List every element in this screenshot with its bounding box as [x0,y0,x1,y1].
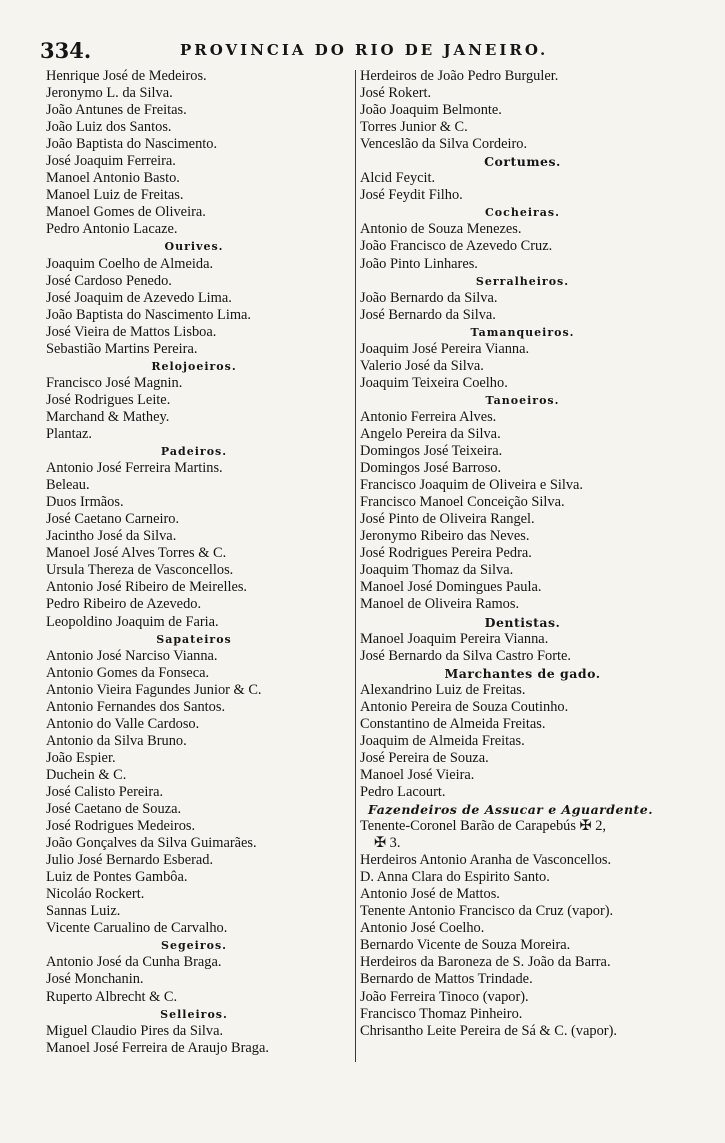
directory-entry: José Rokert. [360,85,432,102]
section-heading: Dentistas. [484,614,561,630]
section-heading: Selleiros. [160,1007,228,1021]
directory-entry: Tenente-Coronel Barão de Carapebús ✠ 2, [360,818,607,835]
directory-entry: Manoel José Domingues Paula. [360,579,542,596]
directory-entry: José Pinto de Oliveira Rangel. [360,511,535,528]
directory-entry: Antonio Pereira de Souza Coutinho. [360,698,569,715]
directory-entry: Antonio José de Mattos. [360,886,500,903]
directory-entry: José Bernardo da Silva. [360,306,496,323]
directory-entry: Francisco José Magnin. [46,374,183,391]
section-heading: Marchantes de gado. [444,665,601,681]
directory-entry: José Joaquim Ferreira. [46,153,176,170]
directory-entry: João Baptista do Nascimento Lima. [46,306,252,323]
directory-entry: Nicoláo Rockert. [46,886,145,903]
directory-entry: Manoel Gomes de Oliveira. [46,204,206,221]
page-header [40,38,680,62]
directory-entry: Venceslão da Silva Cordeiro. [360,136,528,153]
directory-entry: Constantino de Almeida Freitas. [360,715,546,732]
section-heading: Sapateiros [156,632,232,646]
directory-entry: Antonio Ferreira Alves. [360,408,497,425]
directory-entry: Antonio Vieira Fagundes Junior & C. [46,681,262,698]
directory-entry: Vicente Carualino de Carvalho. [46,920,228,937]
directory-entry: José Monchanin. [46,971,144,988]
directory-entry: Jeronymo Ribeiro das Neves. [360,528,530,545]
directory-entry: José Caetano de Souza. [46,801,182,818]
section-heading: Serralheiros. [475,274,570,288]
directory-entry: Pedro Lacourt. [360,783,446,800]
directory-entry: Francisco Joaquim de Oliveira e Silva. [360,477,583,494]
directory-entry: Plantaz. [46,425,92,442]
directory-entry: Angelo Pereira da Silva. [360,425,501,442]
directory-entry: Antonio Fernandes dos Santos. [46,698,226,715]
left-column [40,68,348,1057]
directory-entry: Antonio José da Cunha Braga. [46,954,222,971]
directory-entry: Valerio José da Silva. [360,357,484,374]
directory-entry: Manoel José Vieira. [360,766,475,783]
directory-entry: Antonio Gomes da Fonseca. [46,664,210,681]
directory-entry: João Antunes de Freitas. [46,102,187,119]
directory-entry: Manoel Luiz de Freitas. [46,187,184,204]
directory-entry: Manoel José Ferreira de Araujo Braga. [46,1039,269,1056]
directory-entry: Antonio do Valle Cardoso. [46,715,200,732]
directory-entry: Francisco Thomaz Pinheiro. [360,1005,523,1022]
directory-entry: Antonio da Silva Bruno. [46,732,187,749]
directory-entry: Manoel de Oliveira Ramos. [360,596,520,613]
directory-entry: José Rodrigues Leite. [46,391,171,408]
directory-entry: Francisco Manoel Conceição Silva. [360,494,565,511]
directory-entry: Jeronymo L. da Silva. [46,85,173,102]
section-heading: Tanoeiros. [485,393,560,407]
directory-entry: Pedro Antonio Lacaze. [46,221,178,238]
directory-entry: Herdeiros da Baroneza de S. João da Barra. [360,954,611,971]
directory-entry: Tenente Antonio Francisco da Cruz (vapor). [360,903,614,920]
directory-entry: Beleau. [46,477,90,494]
directory-entry: José Feydit Filho. [360,187,463,204]
section-heading: Segeiros. [161,939,227,953]
directory-entry: João Ferreira Tinoco (vapor). [360,988,529,1005]
directory-entry: João Baptista do Nascimento. [46,136,218,153]
directory-entry: Torres Junior & C. [360,119,468,136]
directory-entry: D. Anna Clara do Espirito Santo. [360,869,550,886]
directory-entry: Luiz de Pontes Gambôa. [46,869,188,886]
directory-entry: João Espier. [46,749,116,766]
directory-entry: Joaquim de Almeida Freitas. [360,732,525,749]
directory-entry: Duos Irmãos. [46,494,124,511]
directory-entry: João Francisco de Azevedo Cruz. [360,238,553,255]
column-divider [355,70,356,1062]
directory-entry: Ursula Thereza de Vasconcellos. [46,562,234,579]
section-heading: Cocheiras. [485,206,560,220]
running-head-title: PROVINCIA DO RIO DE JANEIRO. [180,41,549,59]
directory-entry: Chrisantho Leite Pereira de Sá & C. (vapor). [360,1022,617,1039]
directory-entry: Herdeiros Antonio Aranha de Vasconcellos. [360,852,612,869]
directory-entry: Domingos José Teixeira. [360,443,503,460]
directory-entry: Sebastião Martins Pereira. [46,340,198,357]
section-heading: Tamanqueiros. [470,325,575,339]
section-heading: Cortumes. [484,154,561,170]
directory-entry: José Rodrigues Pereira Pedra. [360,545,532,562]
directory-entry: Duchein & C. [46,766,127,783]
directory-entry: Manoel Joaquim Pereira Vianna. [360,630,549,647]
directory-entry: Antonio José Coelho. [360,920,485,937]
directory-entry: João Luiz dos Santos. [46,119,172,136]
directory-entry: Sannas Luiz. [46,903,121,920]
directory-entry: José Cardoso Penedo. [46,272,172,289]
right-column [360,68,685,1040]
directory-entry: José Bernardo da Silva Castro Forte. [360,647,572,664]
directory-entry: Manoel Antonio Basto. [46,170,180,187]
page-number: 334. [40,38,92,63]
directory-entry: Joaquim José Pereira Vianna. [360,340,530,357]
directory-entry: Julio José Bernardo Esberad. [46,852,214,869]
section-heading: Fazendeiros de Assucar e Aguardente. [368,802,654,818]
directory-entry: José Pereira de Souza. [360,749,489,766]
directory-entry: Leopoldino Joaquim de Faria. [46,613,219,630]
directory-entry: Domingos José Barroso. [360,460,502,477]
directory-entry: Alexandrino Luiz de Freitas. [360,681,526,698]
directory-entry: Marchand & Mathey. [46,408,170,425]
directory-entry: Manoel José Alves Torres & C. [46,545,227,562]
directory-entry: José Calisto Pereira. [46,783,164,800]
directory-entry: Bernardo de Mattos Trindade. [360,971,533,988]
directory-entry: Joaquim Thomaz da Silva. [360,562,514,579]
section-heading: Padeiros. [160,445,228,459]
directory-entry: João Joaquim Belmonte. [360,102,502,119]
directory-entry: Alcid Feycit. [360,170,436,187]
directory-entry: Herdeiros de João Pedro Burguler. [360,68,559,84]
directory-entry: José Caetano Carneiro. [46,511,180,528]
directory-entry: Joaquim Coelho de Almeida. [46,255,214,272]
directory-entry: Pedro Ribeiro de Azevedo. [46,596,202,613]
directory-entry: José Joaquim de Azevedo Lima. [46,289,232,306]
directory-entry: Bernardo Vicente de Souza Moreira. [360,937,571,954]
directory-entry: José Rodrigues Medeiros. [46,818,196,835]
directory-entry: Antonio de Souza Menezes. [360,221,522,238]
directory-entry: Antonio José Ferreira Martins. [46,460,223,477]
directory-entry: João Pinto Linhares. [360,255,478,272]
directory-entry: Antonio José Ribeiro de Meirelles. [46,579,248,596]
directory-entry: Antonio José Narciso Vianna. [46,647,218,664]
section-heading: Ourives. [164,240,224,254]
directory-entry: Ruperto Albrecht & C. [46,988,178,1005]
directory-entry: Joaquim Teixeira Coelho. [360,374,508,391]
directory-entry: Jacintho José da Silva. [46,528,177,545]
directory-entry: ✠ 3. [374,835,401,852]
directory-entry: José Vieira de Mattos Lisboa. [46,323,217,340]
directory-entry: Henrique José de Medeiros. [46,68,207,84]
section-heading: Relojoeiros. [151,359,237,373]
directory-entry: Miguel Claudio Pires da Silva. [46,1022,224,1039]
directory-entry: João Gonçalves da Silva Guimarães. [46,835,257,852]
directory-entry: João Bernardo da Silva. [360,289,498,306]
